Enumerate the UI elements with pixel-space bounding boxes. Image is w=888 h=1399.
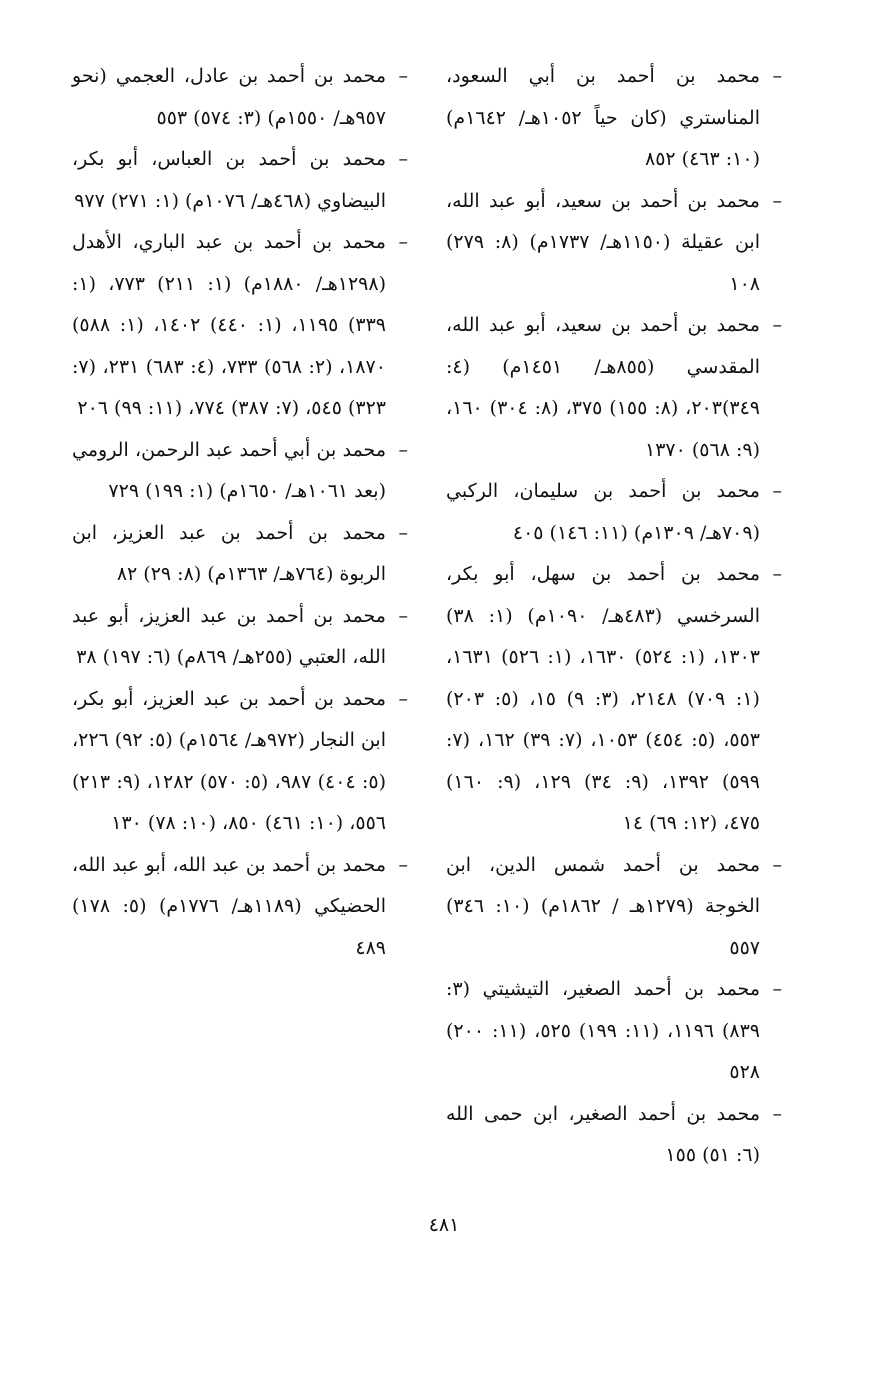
entry-text: محمد بن أحمد بن عبد العزيز، أبو بكر، ابن النجار (٩٧٢هـ/ ١٥٦٤م) (٥: ٩٢) ٢٢٦، (٥: ٤٠٤) ٩٨٧، (٥: ٥٧٠) ١٢٨٢، (٩: ٢١٣) ٥٥٦، (١٠: ٤٦١) ٨٥٠، (١٠: ٧٨) ١٣٠ (72, 687, 386, 834)
entry-text: محمد بن أحمد بن سليمان، الركبي (٧٠٩هـ/ ١٣٠٩م) (١١: ١٤٦) ٤٠٥ (446, 480, 760, 544)
entry-text: محمد بن أحمد بن سهل، أبو بكر، السرخسي (٤٨٣هـ/ ١٠٩٠م) (١: ٣٨) ١٣٠٣، (١: ٥٢٤) ١٦٣٠، (١: ٥٢٦) ١٦٣١، (١: ٧٠٩) ٢١٤٨، (٣: ٩) ١٥، (٥: ٢٠٣) ٥٥٣، (٥: ٤٥٤) ١٠٥٣، (٧: ٣٩) ١٦٢، (٧: ٥٩٩) ١٣٩٢، (٩: ٣٤) ١٢٩، (٩: ١٦٠) ٤٧٥، (١٢: ٦٩) ١٤ (446, 563, 761, 834)
entry-text: محمد بن أحمد بن العباس، أبو بكر، البيضاوي (٤٦٨هـ/ ١٠٧٦م) (١: ٢٧١) ٩٧٧ (72, 148, 386, 212)
entry-text: محمد بن أبي أحمد عبد الرحمن، الرومي (بعد ١٠٦١هـ/ ١٦٥٠م) (١: ١٩٩) ٧٢٩ (72, 438, 386, 502)
index-entry (446, 305, 782, 471)
index-entry (72, 679, 408, 845)
entry-dash: – (772, 1102, 782, 1125)
entry-text: محمد بن أحمد الصغير، التيشيتي (٣: ٨٣٩) ١١٩٦، (١١: ١٩٩) ٥٢٥، (١١: ٢٠٠) ٥٢٨ (446, 978, 760, 1083)
entry-text: محمد بن أحمد بن سعيد، أبو عبد الله، المقدسي (٨٥٥هـ/ ١٤٥١م) (٤: ٣٤٩)٢٠٣، (٨: ١٥٥) ٣٧٥، (٨: ٣٠٤) ١٦٠، (٩: ٥٦٨) ١٣٧٠ (446, 314, 760, 461)
index-entry (446, 554, 782, 845)
entry-text: محمد بن أحمد بن عبد العزيز، ابن الربوة (٧٦٤هـ/ ١٣٦٣م) (٨: ٢٩) ٨٢ (72, 521, 386, 585)
index-entry (72, 513, 408, 596)
index-entry (446, 181, 782, 306)
index-entry (446, 56, 782, 181)
entry-dash: – (398, 231, 408, 253)
entry-text: محمد بن أحمد الصغير، ابن حمى الله (٦: ٥١) ١٥٥ (446, 1102, 760, 1166)
index-entry (446, 471, 782, 554)
entry-dash: – (772, 978, 782, 1000)
entry-dash: – (772, 65, 782, 87)
right-column (446, 56, 782, 1177)
entry-dash: – (398, 521, 408, 544)
index-entry (446, 1094, 782, 1177)
entry-text: محمد بن أحمد بن أبي السعود، المناستري (كان حياً ١٠٥٢هـ/ ١٦٤٢م) (١٠: ٤٦٣) ٨٥٢ (446, 65, 760, 170)
index-entry (72, 430, 408, 513)
index-entry (72, 222, 408, 430)
entry-dash: – (772, 853, 782, 876)
index-entry (72, 845, 408, 970)
entry-dash: – (398, 853, 408, 876)
entry-text: محمد بن أحمد شمس الدين، ابن الخوجة (١٢٧٩هـ / ١٨٦٢م) (١٠: ٣٤٦) ٥٥٧ (446, 853, 760, 959)
entry-text: محمد بن أحمد بن عادل، العجمي (نحو ٩٥٧هـ/ ١٥٥٠م) (٣: ٥٧٤) ٥٥٣ (72, 65, 386, 129)
index-entry (72, 139, 408, 222)
entry-text: محمد بن أحمد بن عبد الباري، الأهدل (١٢٩٨هـ/ ١٨٨٠م) (١: ٢١١) ٧٧٣، (١: ٣٣٩) ١١٩٥، (١: ٤٤٠) ١٤٠٢، (١: ٥٨٨) ١٨٧٠، (٢: ٥٦٨) ٧٣٣، (٤: ٦٨٣) ٢٣١، (٧: ٣٢٣) ٥٤٥، (٧: ٣٨٧) ٧٧٤، (١١: ٩٩) ٢٠٦ (72, 231, 386, 419)
entry-dash: – (772, 314, 782, 336)
entry-dash: – (772, 480, 782, 502)
entry-dash: – (398, 687, 408, 710)
entry-text: محمد بن أحمد بن عبد الله، أبو عبد الله، الحضيكي (١١٨٩هـ/ ١٧٧٦م) (٥: ١٧٨) ٤٨٩ (72, 853, 386, 959)
left-column (72, 56, 408, 969)
entry-dash: – (398, 148, 408, 170)
entry-text: محمد بن أحمد بن سعيد، أبو عبد الله، ابن عقيلة (١١٥٠هـ/ ١٧٣٧م) (٨: ٢٧٩) ١٠٨ (446, 189, 761, 295)
entry-dash: – (772, 189, 782, 212)
entry-dash: – (772, 563, 782, 585)
index-entry (72, 596, 408, 679)
index-entry (446, 845, 782, 970)
page-number: ٤٨١ (428, 1214, 460, 1236)
index-entry (446, 969, 782, 1094)
entry-text: محمد بن أحمد بن عبد العزيز، أبو عبد الله، العتبي (٢٥٥هـ/ ٨٦٩م) (٦: ١٩٧) ٣٨ (72, 604, 386, 668)
entry-dash: – (398, 438, 408, 461)
index-entry (72, 56, 408, 139)
entry-dash: – (398, 65, 408, 87)
entry-dash: – (398, 604, 408, 627)
